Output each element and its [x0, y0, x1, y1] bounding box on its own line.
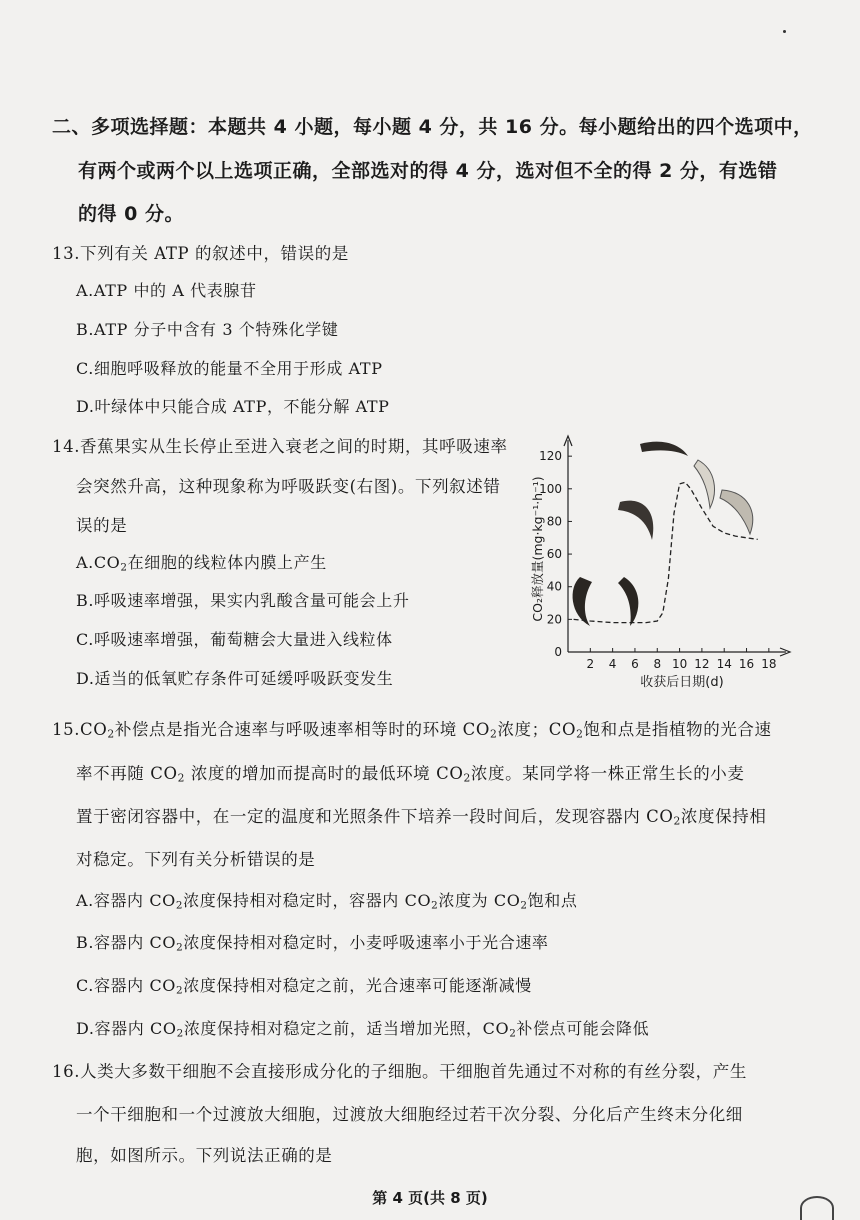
q16-stem-line2: 一个干细胞和一个过渡放大细胞，过渡放大细胞经过若干次分裂、分化后产生终末分化细 — [76, 1105, 743, 1124]
banana-illustration-day10 — [640, 442, 688, 456]
chart-y-tick-label: 40 — [546, 579, 562, 594]
chart-y-tick-label: 80 — [546, 514, 562, 529]
page-footer: 第 4 页(共 8 页) — [372, 1189, 488, 1207]
chart-y-tick-label: 60 — [546, 547, 562, 562]
q13-option-a: A.ATP 中的 A 代表腺苷 — [76, 281, 257, 300]
banana-illustration-day16 — [720, 490, 753, 534]
chart-x-tick-label: 2 — [586, 657, 595, 671]
chart-x-tick-label: 14 — [716, 657, 732, 671]
chart-ylabel: CO₂释放量(mg·kg⁻¹·h⁻¹) — [530, 476, 545, 622]
q14-stem-line1: 14.香蕉果实从生长停止至进入衰老之间的时期，其呼吸速率 — [52, 437, 508, 456]
q15-stem-line1: $15.CO_2$补偿点是指光合速率与呼吸速率相等时的环境 $CO_2$浓度；$CO_2$饱和点是指植物的光合速 — [52, 720, 772, 741]
chart-y-tick-label: 20 — [546, 612, 562, 627]
chart-x-tick-label: 4 — [608, 657, 617, 671]
chart-y-tick-label: 100 — [539, 481, 562, 496]
chart-x-tick-label: 18 — [761, 657, 777, 671]
q14-option-b: B.呼吸速率增强，果实内乳酸含量可能会上升 — [76, 591, 410, 610]
q15-option-b: B.容器内 $CO_2$浓度保持相对稳定时，小麦呼吸速率小于光合速率 — [76, 933, 549, 954]
q14-option-d: D.适当的低氧贮存条件可延缓呼吸跃变发生 — [76, 669, 394, 688]
chart-x-tick-label: 16 — [738, 657, 755, 671]
q16-stem-line3: 胞，如图所示。下列说法正确的是 — [76, 1146, 333, 1165]
q13-option-b: B.ATP 分子中含有 3 个特殊化学键 — [76, 320, 339, 339]
chart-x-tick-label: 6 — [631, 657, 639, 671]
chart-y-tick-label: 0 — [554, 645, 562, 659]
q13-option-c: C.细胞呼吸释放的能量不全用于形成 ATP — [76, 359, 383, 378]
q15-stem-line3: 置于密闭容器中，在一定的温度和光照条件下培养一段时间后，发现容器内 $CO_2$浓度保持相 — [76, 807, 767, 828]
scan-speck — [783, 30, 786, 33]
respiration-chart — [512, 430, 812, 690]
chart-x-tick-label: 12 — [694, 657, 710, 671]
q14-option-a: $A.CO_2$在细胞的线粒体内膜上产生 — [76, 553, 327, 574]
q15-option-a: A.容器内 $CO_2$浓度保持相对稳定时，容器内 $CO_2$浓度为 $CO_2$饱和点 — [76, 891, 578, 912]
section-title: 二、多项选择题：本题共 4 小题，每小题 4 分，共 16 分。每小题给出的四个选项中， — [52, 116, 813, 138]
chart-y-tick-label: 120 — [539, 449, 562, 464]
q15-option-c: C.容器内 $CO_2$浓度保持相对稳定之前，光合速率可能逐渐减慢 — [76, 976, 532, 997]
section-instructions: 有两个或两个以上选项正确，全部选对的得 4 分，选对但不全的得 2 分，有选错 — [78, 160, 778, 182]
q14-stem-line2: 会突然升高，这种现象称为呼吸跃变(右图)。下列叙述错 — [76, 477, 501, 496]
section-scoring: 的得 0 分。 — [78, 203, 184, 225]
banana-illustration-day2 — [573, 577, 592, 626]
q14-stem-line3: 误的是 — [76, 516, 128, 535]
q14-option-c: C.呼吸速率增强，葡萄糖会大量进入线粒体 — [76, 630, 393, 649]
q15-stem-line4: 对稳定。下列有关分析错误的是 — [76, 850, 316, 869]
q13-option-d: D.叶绿体中只能合成 ATP，不能分解 ATP — [76, 397, 390, 416]
banana-illustration-day8 — [618, 501, 653, 540]
banana-illustration-day7 — [618, 577, 638, 626]
q15-stem-line2: 率不再随 $CO_2$ 浓度的增加而提高时的最低环境 $CO_2$浓度。某同学将一株正常生长的小麦 — [76, 764, 745, 785]
chart-xlabel: 收获后日期(d) — [640, 675, 724, 690]
corner-mark — [800, 1196, 834, 1220]
chart-x-tick-label: 8 — [653, 657, 662, 671]
chart-x-tick-label: 10 — [671, 657, 688, 671]
q16-stem-line1: 16.人类大多数干细胞不会直接形成分化的子细胞。干细胞首先通过不对称的有丝分裂，产生 — [52, 1062, 747, 1081]
q15-option-d: D.容器内 $CO_2$浓度保持相对稳定之前，适当增加光照，$CO_2$补偿点可能会降低 — [76, 1019, 650, 1040]
q13-stem: 13.下列有关 ATP 的叙述中，错误的是 — [52, 244, 349, 263]
